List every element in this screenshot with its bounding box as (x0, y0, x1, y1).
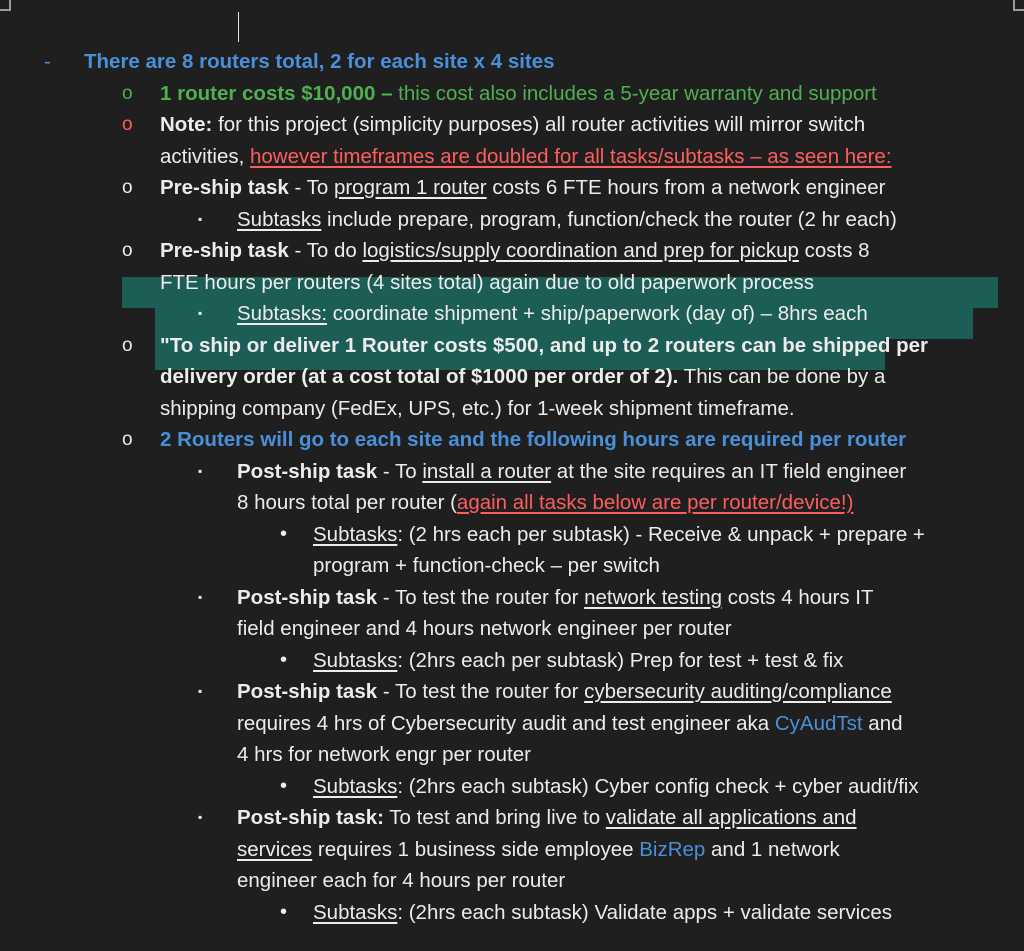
body-text: requires 1 business side employee (312, 837, 640, 861)
bold-text: Pre-ship task (160, 176, 289, 199)
body-text: - To do (288, 239, 363, 262)
continuation-line[interactable] (0, 487, 1024, 519)
heading-text: There are 8 routers total, 2 for each site x 4 sites (84, 50, 555, 73)
body-text: - To (288, 176, 334, 199)
text-cursor (238, 12, 239, 42)
document-body[interactable] (0, 46, 1024, 928)
continuation-line[interactable] (0, 613, 1024, 645)
bullet-line-preship-logistics[interactable] (0, 235, 1024, 267)
subsubbullet-line-cyber-subtasks[interactable] (0, 771, 1024, 803)
circle-bullet-icon: o (122, 114, 133, 135)
square-bullet-icon: ▪ (198, 463, 203, 478)
bullet-line-shipping-highlighted[interactable] (0, 330, 1024, 362)
body-text: 8 hours total per router ( (237, 491, 457, 514)
subbullet-line-validate[interactable] (0, 802, 1024, 834)
body-text: This can be done by a (678, 365, 886, 388)
heading-text: 2 Routers will go to each site and the following hours are required per router (160, 428, 907, 451)
bullet-line-router-cost[interactable] (0, 78, 1024, 110)
bold-text: 1 router costs $10,000 – (160, 81, 393, 105)
underlined-text: validate all applications and (605, 806, 857, 829)
square-bullet-icon: ▪ (198, 810, 203, 824)
subsubbullet-line-install-subtasks[interactable] (0, 519, 1024, 551)
subbullet-line-install[interactable] (0, 456, 1024, 488)
body-text: - To test the router for (377, 680, 585, 703)
body-text: program + function-check – per switch (313, 554, 660, 577)
underlined-text: Subtasks (313, 648, 398, 672)
body-text: this cost also includes a 5-year warranty and support (392, 81, 877, 105)
body-text: costs 6 FTE hours from a network engineer (486, 176, 886, 199)
continuation-line[interactable] (0, 393, 1024, 425)
bold-text: "To ship or deliver 1 Router costs $500, and up to 2 routers can be shipped per (160, 333, 929, 357)
body-text: and (862, 711, 903, 735)
continuation-line[interactable] (0, 834, 1024, 866)
underlined-text: services (237, 837, 313, 861)
cyaudtst-link[interactable]: CyAudTst (774, 711, 863, 735)
body-text: : (2hrs each subtask) Cyber config check + cyber audit/fix (397, 774, 919, 798)
red-underlined-text: however timeframes are doubled for all tasks/subtasks – as seen here: (250, 144, 892, 168)
body-text: - To (377, 459, 423, 483)
body-text: 4 hrs for network engr per router (237, 743, 531, 766)
underlined-text: install a router (422, 459, 552, 483)
bold-text: Post-ship task: (237, 806, 384, 829)
circle-bullet-icon: o (122, 429, 133, 450)
continuation-line[interactable] (0, 865, 1024, 897)
dot-bullet-icon: • (280, 774, 288, 797)
underlined-text: Subtasks (313, 900, 398, 924)
underlined-text: Subtasks (313, 522, 398, 546)
square-bullet-icon: ▪ (198, 211, 203, 226)
red-underlined-text: again all tasks below are per router/device!) (456, 491, 854, 514)
underlined-text: cybersecurity auditing/compliance (584, 680, 892, 703)
continuation-line[interactable] (0, 708, 1024, 740)
circle-bullet-icon: o (122, 82, 133, 104)
body-text: - To test the router for (377, 585, 585, 609)
body-text: for this project (simplicity purposes) all router activities will mirror switch (212, 113, 866, 136)
body-text: FTE hours per routers (4 sites total) again due to old paperwork process (160, 270, 815, 294)
circle-bullet-icon: o (122, 240, 133, 261)
continuation-line[interactable] (0, 739, 1024, 771)
bold-text: Post-ship task (237, 585, 378, 609)
body-text: at the site requires an IT field engineer (551, 459, 907, 483)
underlined-text: Subtasks (313, 774, 398, 798)
body-text: : (2hrs each subtask) Validate apps + validate services (397, 900, 893, 924)
underlined-text: Subtasks: (237, 302, 328, 325)
subsubbullet-line-validate-subtasks[interactable] (0, 897, 1024, 929)
subsubbullet-line-testing-subtasks[interactable] (0, 645, 1024, 677)
square-bullet-icon: ▪ (198, 589, 203, 604)
bold-text: Note: (160, 113, 213, 136)
continuation-line[interactable] (0, 267, 1024, 299)
circle-bullet-icon: o (122, 177, 133, 198)
dot-bullet-icon: • (280, 522, 288, 545)
body-text: costs 8 (798, 239, 870, 262)
underlined-text: Subtasks (237, 207, 322, 231)
window-corner-right (1013, 0, 1024, 11)
body-text: shipping company (FedEx, UPS, etc.) for 1-week shipment timeframe. (160, 396, 795, 420)
subbullet-line-cybersecurity[interactable] (0, 676, 1024, 708)
body-text: include prepare, program, function/check the router (2 hr each) (321, 207, 897, 231)
body-text: field engineer and 4 hours network engineer per router (237, 617, 732, 640)
subbullet-line-program-subtasks[interactable] (0, 204, 1024, 236)
bullet-line-routers-total[interactable] (0, 46, 1024, 78)
square-bullet-icon: ▪ (198, 684, 203, 698)
bold-text: delivery order (at a cost total of $1000 per order of 2). (160, 365, 679, 388)
underlined-text: network testing (584, 585, 722, 609)
window-corner-left (0, 0, 11, 11)
body-text: activities, (160, 144, 250, 168)
continuation-line[interactable] (0, 550, 1024, 582)
bold-text: Post-ship task (237, 680, 378, 703)
body-text: : (2hrs each per subtask) Prep for test + test & fix (397, 648, 844, 672)
dot-bullet-icon: • (280, 900, 288, 923)
subbullet-line-network-testing[interactable] (0, 582, 1024, 614)
square-bullet-icon: ▪ (198, 306, 203, 320)
continuation-line[interactable] (0, 361, 1024, 393)
bullet-line-routers-per-site[interactable] (0, 424, 1024, 456)
body-text: : (2 hrs each per subtask) - Receive & unpack + prepare + (397, 522, 925, 546)
dash-bullet-icon: - (44, 50, 51, 73)
body-text: costs 4 hours IT (722, 585, 874, 609)
continuation-line[interactable] (0, 141, 1024, 173)
subbullet-line-logistics-subtasks[interactable] (0, 298, 1024, 330)
body-text: and 1 network (705, 837, 840, 861)
bullet-line-note[interactable] (0, 109, 1024, 141)
circle-bullet-icon: o (122, 334, 133, 356)
bizrep-link[interactable]: BizRep (639, 837, 706, 861)
bullet-line-preship-program[interactable] (0, 172, 1024, 204)
bold-text: Post-ship task (237, 459, 378, 483)
body-text: engineer each for 4 hours per router (237, 869, 566, 892)
underlined-text: program 1 router (333, 176, 487, 199)
bold-text: Pre-ship task (160, 239, 289, 262)
body-text: requires 4 hrs of Cybersecurity audit and test engineer aka (237, 711, 775, 735)
dot-bullet-icon: • (280, 648, 288, 671)
body-text: To test and bring live to (383, 806, 606, 829)
underlined-text: logistics/supply coordination and prep for pickup (362, 239, 799, 262)
body-text: coordinate shipment + ship/paperwork (day of) – 8hrs each (327, 302, 868, 325)
